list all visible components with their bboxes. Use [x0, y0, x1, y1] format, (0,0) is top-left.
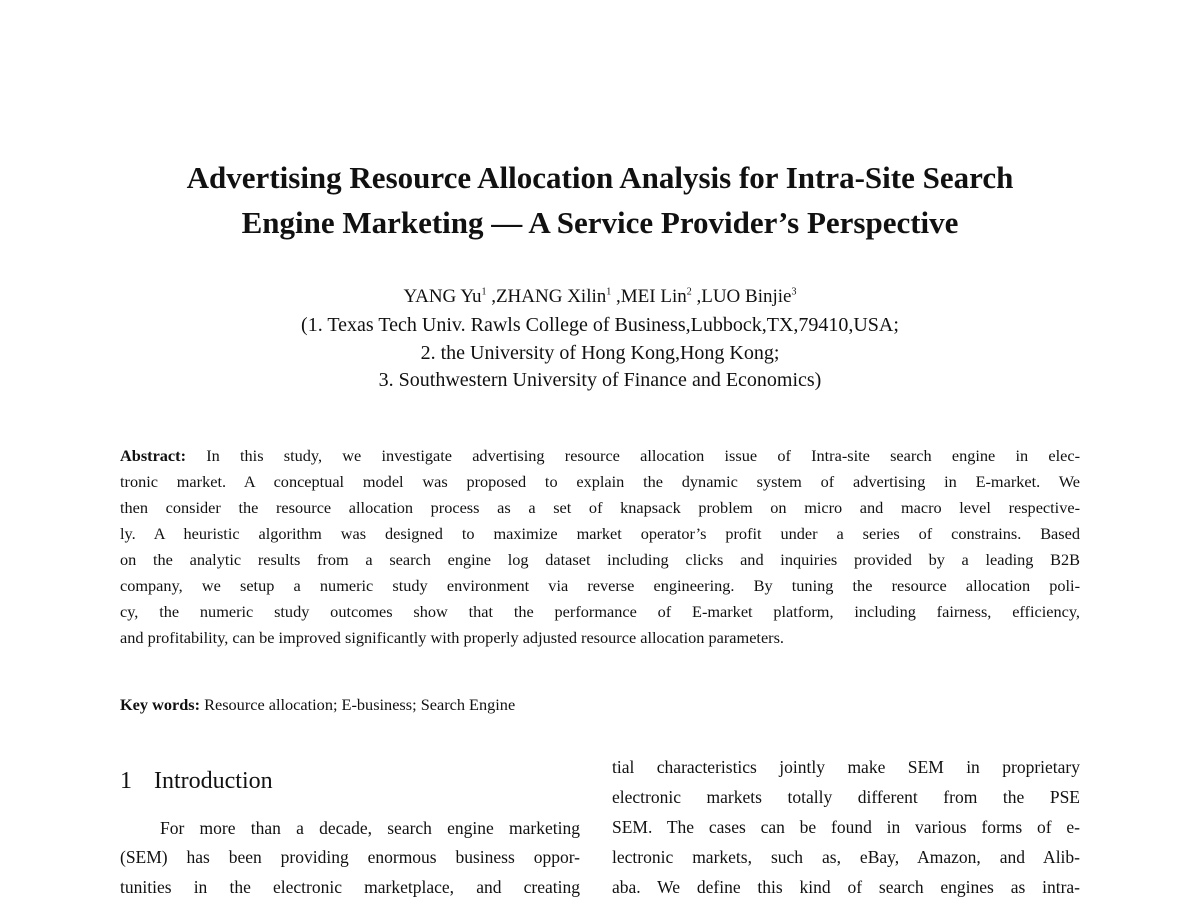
body-line: SEM. The cases can be found in various forms of e-	[612, 817, 1080, 837]
affil-mark: 1	[481, 286, 487, 298]
keywords-text: Resource allocation; E-business; Search Engine	[200, 695, 516, 714]
affil-mark: 3	[791, 286, 797, 298]
affiliation-1: (1. Texas Tech Univ. Rawls College of Business,Lubbock,TX,79410,USA;	[301, 314, 899, 336]
abstract-line	[120, 446, 1080, 466]
affil-mark: 2	[686, 286, 692, 298]
abstract-text: In this study, we investigate advertising resource allocation issue of Intra-site search engine in elec-	[186, 446, 1080, 465]
section-heading	[120, 768, 273, 795]
abstract-line: on the analytic results from a search engine log dataset including clicks and inquiries provided by a leading B2B	[120, 550, 1080, 569]
keywords-label: Key words:	[120, 695, 201, 714]
abstract-line: cy, the numeric study outcomes show that the performance of E-market platform, including fairness, efficiency,	[120, 602, 1080, 621]
author: LUO Binjie	[701, 286, 792, 307]
affil-mark: 1	[606, 286, 612, 298]
author: YANG Yu	[403, 286, 482, 307]
section-title: Introduction	[154, 768, 273, 794]
body-line: aba. We define this kind of search engines as intra-	[612, 877, 1080, 897]
author: ZHANG Xilin	[495, 286, 607, 307]
separator: ,	[486, 286, 496, 307]
abstract-line: then consider the resource allocation process as a set of knapsack problem on micro and macro level respective-	[120, 498, 1080, 517]
paper-title-line-2: Engine Marketing — A Service Provider’s Perspective	[241, 205, 959, 240]
authors	[0, 286, 1200, 308]
body-line: tial characteristics jointly make SEM in proprietary	[612, 757, 1080, 777]
abstract-label: Abstract:	[120, 446, 187, 465]
body-line: (SEM) has been providing enormous business oppor-	[120, 847, 580, 867]
body-line: lectronic markets, such as, eBay, Amazon, and Alib-	[612, 847, 1080, 867]
abstract-line: company, we setup a numeric study environment via reverse engineering. By tuning the resource allocation poli-	[120, 576, 1080, 595]
keywords	[120, 695, 1080, 715]
abstract-line: ly. A heuristic algorithm was designed to maximize market operator’s profit under a series of constrains. Based	[120, 524, 1080, 543]
separator: ,	[611, 286, 621, 307]
paper-title-line-1: Advertising Resource Allocation Analysis for Intra-Site Search	[186, 160, 1014, 195]
abstract-line: tronic market. A conceptual model was proposed to explain the dynamic system of advertising in E-market. We	[120, 472, 1080, 491]
author: MEI Lin	[620, 286, 687, 307]
body-line: For more than a decade, search engine marketing	[160, 818, 580, 838]
body-line: electronic markets totally different from the PSE	[612, 787, 1080, 807]
separator: ,	[691, 286, 702, 307]
abstract-line: and profitability, can be improved significantly with properly adjusted resource allocation parameters.	[120, 628, 784, 647]
body-line: tunities in the electronic marketplace, and creating	[120, 877, 580, 897]
affiliation-2: 2. the University of Hong Kong,Hong Kong;	[420, 342, 780, 364]
affiliation-3: 3. Southwestern University of Finance and Economics)	[378, 369, 822, 391]
section-number: 1	[120, 768, 132, 794]
